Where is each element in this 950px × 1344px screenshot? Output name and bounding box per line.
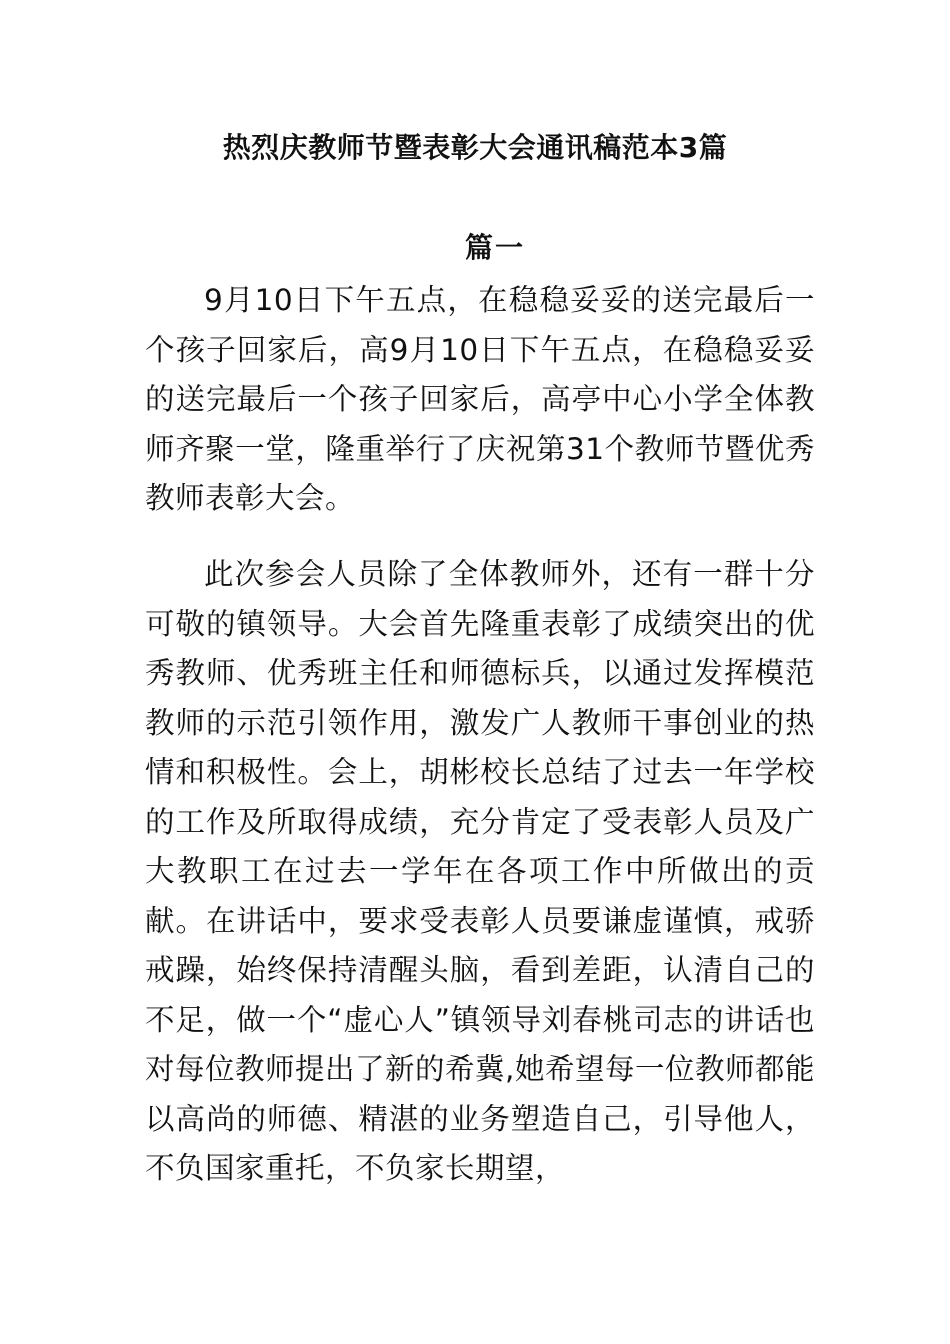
body-paragraph: 9月10日下午五点，在稳稳妥妥的送完最后一个孩子回家后，高9月10日下午五点，在稳稳妥妥的送完最后一个孩子回家后，高亭中心小学全体教师齐聚一堂，隆重举行了庆祝第31个教师节暨优秀教师表彰大会。 bbox=[145, 283, 815, 515]
section-heading: 篇一 bbox=[464, 231, 525, 264]
document-title: 热烈庆教师节暨表彰大会通讯稿范本3篇 bbox=[222, 131, 728, 164]
body-paragraph: 此次参会人员除了全体教师外，还有一群十分可敬的镇领导。大会首先隆重表彰了成绩突出的优秀教师、优秀班主任和师德标兵，以通过发挥模范教师的示范引领作用，激发广人教师干事创业的热情和积极性。会上，胡彬校长总结了过去一年学校的工作及所取得成绩，充分肯定了受表彰人员及广大教职工在过去一学年在各项工作中所做出的贡献。在讲话中，要求受表彰人员要谦虚谨慎，戒骄戒躁，始终保持清醒头脑，看到差距，认清自己的不足，做一个“虚心人”镇领导刘春桃司志的讲话也对每位教师提出了新的希冀,她希望每一位教师都能以高尚的师德、精湛的业务塑造自己，引导他人，不负国家重托，不负家长期望， bbox=[145, 557, 815, 1185]
